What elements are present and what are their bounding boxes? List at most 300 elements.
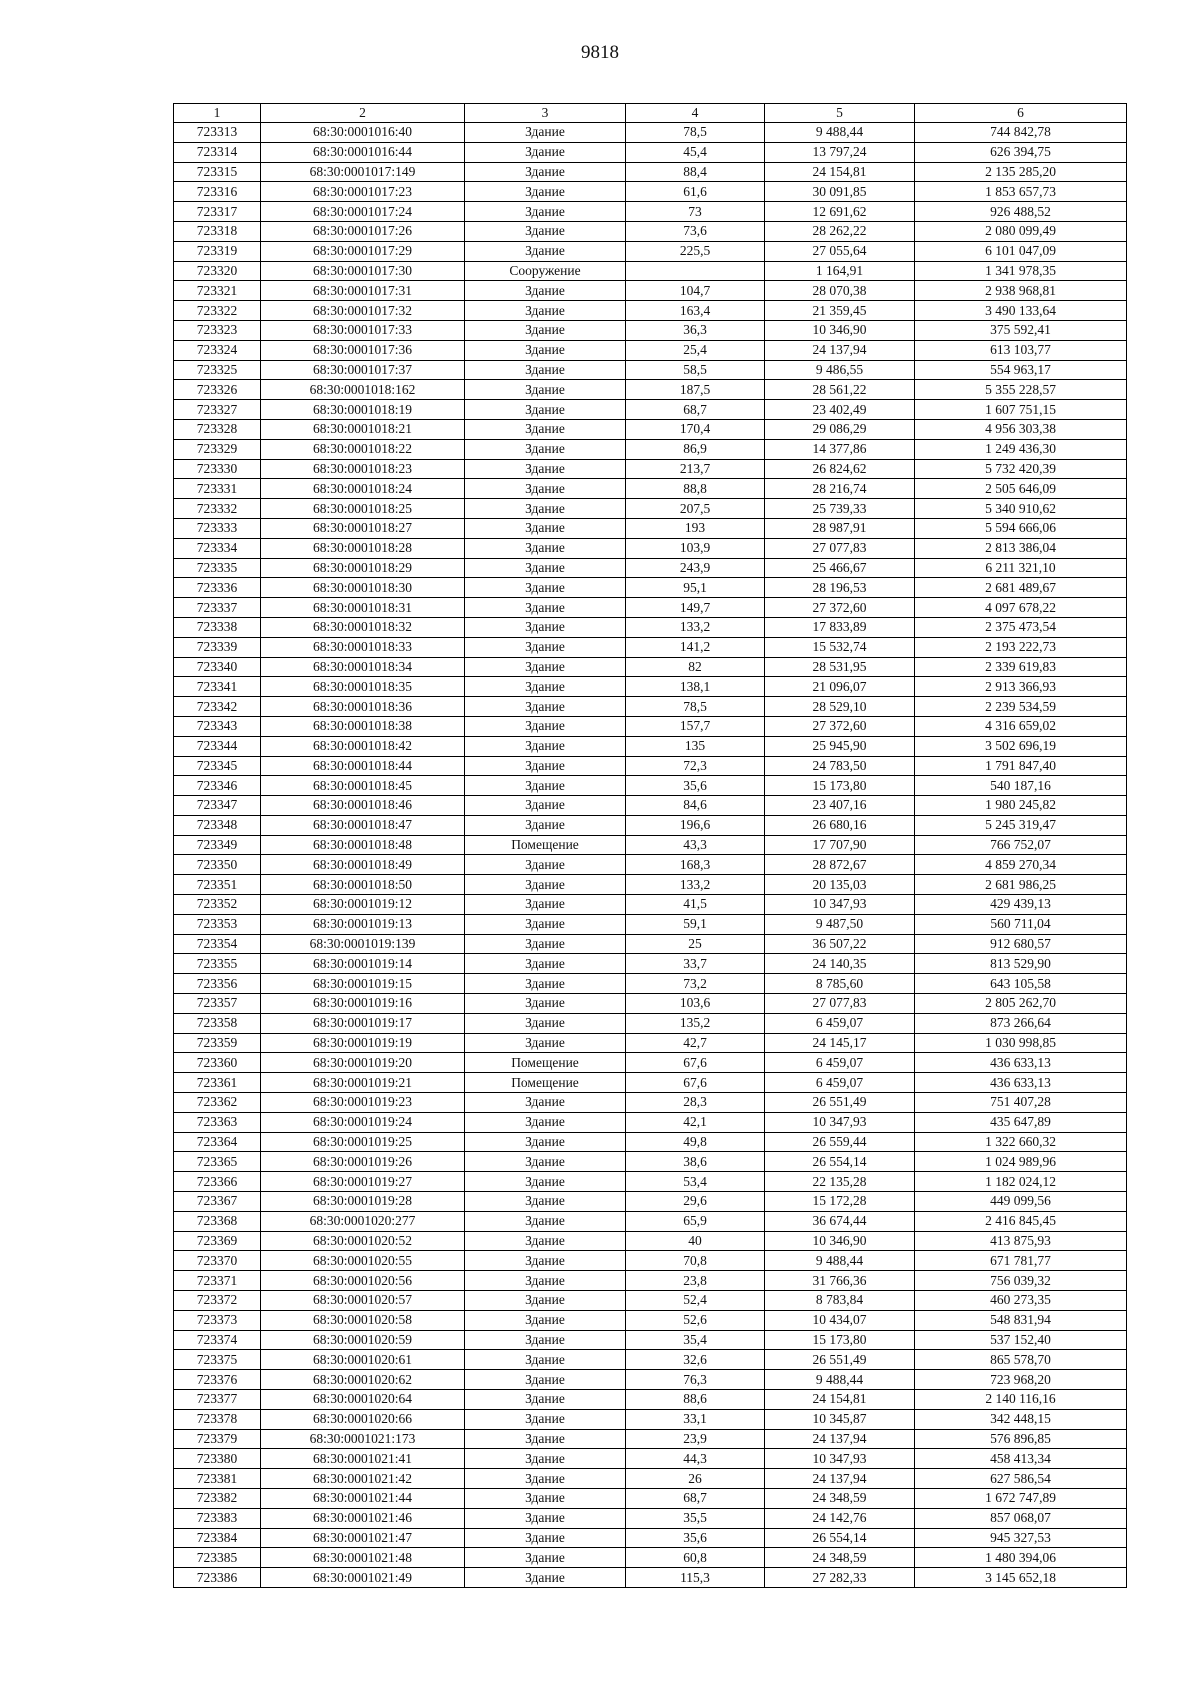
cadastral-number-cell: 68:30:0001017:30 (261, 261, 465, 281)
cadastral-value-cell: 945 327,53 (915, 1528, 1127, 1548)
specific-value-cell: 21 359,45 (765, 301, 915, 321)
specific-value-cell: 24 154,81 (765, 162, 915, 182)
area-cell: 29,6 (626, 1192, 765, 1212)
cadastral-number-cell: 68:30:0001018:48 (261, 835, 465, 855)
object-type-cell: Здание (465, 617, 626, 637)
row-number-cell: 723385 (174, 1548, 261, 1568)
table-row (174, 123, 1127, 143)
specific-value-cell: 25 945,90 (765, 736, 915, 756)
cadastral-value-cell: 627 586,54 (915, 1469, 1127, 1489)
cadastral-number-cell: 68:30:0001017:149 (261, 162, 465, 182)
cadastral-value-cell: 3 502 696,19 (915, 736, 1127, 756)
row-number-cell: 723364 (174, 1132, 261, 1152)
cadastral-value-cell: 1 182 024,12 (915, 1172, 1127, 1192)
object-type-cell: Здание (465, 459, 626, 479)
object-type-cell: Здание (465, 380, 626, 400)
area-cell (626, 261, 765, 281)
area-cell: 33,7 (626, 954, 765, 974)
object-type-cell: Здание (465, 974, 626, 994)
cadastral-value-cell: 2 913 366,93 (915, 677, 1127, 697)
cadastral-number-cell: 68:30:0001019:17 (261, 1013, 465, 1033)
cadastral-value-cell: 643 105,58 (915, 974, 1127, 994)
row-number-cell: 723325 (174, 360, 261, 380)
table-row (174, 855, 1127, 875)
area-cell: 84,6 (626, 796, 765, 816)
cadastral-number-cell: 68:30:0001020:56 (261, 1271, 465, 1291)
cadastral-value-cell: 744 842,78 (915, 123, 1127, 143)
specific-value-cell: 36 674,44 (765, 1211, 915, 1231)
cadastral-number-cell: 68:30:0001017:32 (261, 301, 465, 321)
object-type-cell: Здание (465, 281, 626, 301)
area-cell: 207,5 (626, 499, 765, 519)
object-type-cell: Сооружение (465, 261, 626, 281)
row-number-cell: 723336 (174, 578, 261, 598)
cadastral-value-cell: 2 813 386,04 (915, 538, 1127, 558)
specific-value-cell: 24 348,59 (765, 1488, 915, 1508)
specific-value-cell: 25 739,33 (765, 499, 915, 519)
page-number: 9818 (581, 42, 619, 63)
cadastral-value-cell: 1 322 660,32 (915, 1132, 1127, 1152)
cadastral-value-cell: 2 681 986,25 (915, 875, 1127, 895)
area-cell: 88,4 (626, 162, 765, 182)
specific-value-cell: 28 196,53 (765, 578, 915, 598)
object-type-cell: Здание (465, 1033, 626, 1053)
object-type-cell: Здание (465, 1112, 626, 1132)
area-cell: 35,6 (626, 776, 765, 796)
row-number-cell: 723361 (174, 1073, 261, 1093)
row-number-cell: 723321 (174, 281, 261, 301)
area-cell: 157,7 (626, 716, 765, 736)
cadastral-number-cell: 68:30:0001019:14 (261, 954, 465, 974)
specific-value-cell: 22 135,28 (765, 1172, 915, 1192)
table-row (174, 1330, 1127, 1350)
area-cell: 67,6 (626, 1053, 765, 1073)
cadastral-value-cell: 537 152,40 (915, 1330, 1127, 1350)
cadastral-number-cell: 68:30:0001019:25 (261, 1132, 465, 1152)
area-cell: 59,1 (626, 914, 765, 934)
area-cell: 42,1 (626, 1112, 765, 1132)
area-cell: 25 (626, 934, 765, 954)
row-number-cell: 723346 (174, 776, 261, 796)
object-type-cell: Здание (465, 954, 626, 974)
cadastral-value-cell: 1 791 847,40 (915, 756, 1127, 776)
object-type-cell: Здание (465, 1132, 626, 1152)
table-row (174, 518, 1127, 538)
area-cell: 23,9 (626, 1429, 765, 1449)
table-row (174, 558, 1127, 578)
cadastral-value-cell: 2 505 646,09 (915, 479, 1127, 499)
specific-value-cell: 21 096,07 (765, 677, 915, 697)
row-number-cell: 723335 (174, 558, 261, 578)
specific-value-cell: 12 691,62 (765, 202, 915, 222)
specific-value-cell: 6 459,07 (765, 1013, 915, 1033)
object-type-cell: Здание (465, 439, 626, 459)
row-number-cell: 723339 (174, 637, 261, 657)
cadastral-value-cell: 342 448,15 (915, 1409, 1127, 1429)
cadastral-value-cell: 766 752,07 (915, 835, 1127, 855)
table-row (174, 1508, 1127, 1528)
specific-value-cell: 26 554,14 (765, 1528, 915, 1548)
table-row (174, 499, 1127, 519)
cadastral-number-cell: 68:30:0001020:59 (261, 1330, 465, 1350)
specific-value-cell: 13 797,24 (765, 142, 915, 162)
row-number-cell: 723377 (174, 1390, 261, 1410)
table-row (174, 835, 1127, 855)
cadastral-value-cell: 1 853 657,73 (915, 182, 1127, 202)
table-body (174, 123, 1127, 1588)
specific-value-cell: 24 348,59 (765, 1548, 915, 1568)
cadastral-number-cell: 68:30:0001021:46 (261, 1508, 465, 1528)
object-type-cell: Помещение (465, 1053, 626, 1073)
area-cell: 86,9 (626, 439, 765, 459)
row-number-cell: 723376 (174, 1370, 261, 1390)
table-row (174, 1093, 1127, 1113)
object-type-cell: Здание (465, 875, 626, 895)
specific-value-cell: 26 551,49 (765, 1350, 915, 1370)
specific-value-cell: 24 137,94 (765, 1469, 915, 1489)
table-row (174, 1370, 1127, 1390)
area-cell: 82 (626, 657, 765, 677)
cadastral-value-cell: 2 135 285,20 (915, 162, 1127, 182)
specific-value-cell: 28 216,74 (765, 479, 915, 499)
row-number-cell: 723326 (174, 380, 261, 400)
cadastral-value-cell: 671 781,77 (915, 1251, 1127, 1271)
cadastral-value-cell: 6 101 047,09 (915, 241, 1127, 261)
row-number-cell: 723360 (174, 1053, 261, 1073)
object-type-cell: Здание (465, 716, 626, 736)
specific-value-cell: 27 055,64 (765, 241, 915, 261)
row-number-cell: 723370 (174, 1251, 261, 1271)
area-cell: 225,5 (626, 241, 765, 261)
specific-value-cell: 28 529,10 (765, 697, 915, 717)
specific-value-cell: 23 407,16 (765, 796, 915, 816)
specific-value-cell: 26 551,49 (765, 1093, 915, 1113)
cadastral-value-cell: 1 249 436,30 (915, 439, 1127, 459)
specific-value-cell: 27 077,83 (765, 994, 915, 1014)
table-row (174, 1231, 1127, 1251)
area-cell: 78,5 (626, 697, 765, 717)
table-row (174, 400, 1127, 420)
cadastral-value-cell: 1 030 998,85 (915, 1033, 1127, 1053)
cadastral-value-cell: 626 394,75 (915, 142, 1127, 162)
object-type-cell: Здание (465, 1488, 626, 1508)
cadastral-number-cell: 68:30:0001018:32 (261, 617, 465, 637)
table-row (174, 974, 1127, 994)
cadastral-number-cell: 68:30:0001018:45 (261, 776, 465, 796)
table-row (174, 1073, 1127, 1093)
row-number-cell: 723350 (174, 855, 261, 875)
object-type-cell: Здание (465, 1449, 626, 1469)
cadastral-number-cell: 68:30:0001019:23 (261, 1093, 465, 1113)
object-type-cell: Здание (465, 637, 626, 657)
table-row (174, 875, 1127, 895)
specific-value-cell: 10 346,90 (765, 320, 915, 340)
cadastral-number-cell: 68:30:0001017:36 (261, 340, 465, 360)
column-header-6: 6 (915, 104, 1127, 123)
table-row (174, 221, 1127, 241)
row-number-cell: 723341 (174, 677, 261, 697)
cadastral-value-cell: 5 340 910,62 (915, 499, 1127, 519)
row-number-cell: 723342 (174, 697, 261, 717)
specific-value-cell: 10 347,93 (765, 1449, 915, 1469)
table-row (174, 994, 1127, 1014)
specific-value-cell: 27 372,60 (765, 716, 915, 736)
specific-value-cell: 9 488,44 (765, 1370, 915, 1390)
cadastral-number-cell: 68:30:0001018:23 (261, 459, 465, 479)
row-number-cell: 723330 (174, 459, 261, 479)
cadastral-number-cell: 68:30:0001018:49 (261, 855, 465, 875)
row-number-cell: 723351 (174, 875, 261, 895)
area-cell: 25,4 (626, 340, 765, 360)
cadastral-number-cell: 68:30:0001021:48 (261, 1548, 465, 1568)
table-row (174, 895, 1127, 915)
cadastral-value-cell: 3 490 133,64 (915, 301, 1127, 321)
cadastral-number-cell: 68:30:0001018:35 (261, 677, 465, 697)
cadastral-value-cell: 2 805 262,70 (915, 994, 1127, 1014)
area-cell: 170,4 (626, 419, 765, 439)
cadastral-value-cell: 751 407,28 (915, 1093, 1127, 1113)
table-row (174, 479, 1127, 499)
cadastral-value-cell: 723 968,20 (915, 1370, 1127, 1390)
area-cell: 70,8 (626, 1251, 765, 1271)
specific-value-cell: 20 135,03 (765, 875, 915, 895)
area-cell: 104,7 (626, 281, 765, 301)
row-number-cell: 723371 (174, 1271, 261, 1291)
cadastral-number-cell: 68:30:0001017:24 (261, 202, 465, 222)
cadastral-number-cell: 68:30:0001018:162 (261, 380, 465, 400)
table-row (174, 1488, 1127, 1508)
object-type-cell: Здание (465, 994, 626, 1014)
specific-value-cell: 9 486,55 (765, 360, 915, 380)
area-cell: 49,8 (626, 1132, 765, 1152)
row-number-cell: 723378 (174, 1409, 261, 1429)
area-cell: 43,3 (626, 835, 765, 855)
specific-value-cell: 10 347,93 (765, 895, 915, 915)
specific-value-cell: 26 680,16 (765, 815, 915, 835)
row-number-cell: 723317 (174, 202, 261, 222)
cadastral-value-cell: 576 896,85 (915, 1429, 1127, 1449)
specific-value-cell: 29 086,29 (765, 419, 915, 439)
area-cell: 243,9 (626, 558, 765, 578)
cadastral-value-cell: 5 732 420,39 (915, 459, 1127, 479)
row-number-cell: 723372 (174, 1291, 261, 1311)
object-type-cell: Здание (465, 1172, 626, 1192)
table-row (174, 1112, 1127, 1132)
specific-value-cell: 28 531,95 (765, 657, 915, 677)
object-type-cell: Здание (465, 320, 626, 340)
area-cell: 52,6 (626, 1310, 765, 1330)
cadastral-number-cell: 68:30:0001020:58 (261, 1310, 465, 1330)
row-number-cell: 723334 (174, 538, 261, 558)
row-number-cell: 723352 (174, 895, 261, 915)
cadastral-number-cell: 68:30:0001019:13 (261, 914, 465, 934)
cadastral-number-cell: 68:30:0001017:26 (261, 221, 465, 241)
table-row (174, 1568, 1127, 1588)
object-type-cell: Здание (465, 1093, 626, 1113)
row-number-cell: 723327 (174, 400, 261, 420)
area-cell: 115,3 (626, 1568, 765, 1588)
table-row (174, 1033, 1127, 1053)
object-type-cell: Здание (465, 479, 626, 499)
specific-value-cell: 9 487,50 (765, 914, 915, 934)
area-cell: 168,3 (626, 855, 765, 875)
row-number-cell: 723318 (174, 221, 261, 241)
cadastral-number-cell: 68:30:0001020:64 (261, 1390, 465, 1410)
cadastral-value-cell: 1 341 978,35 (915, 261, 1127, 281)
row-number-cell: 723362 (174, 1093, 261, 1113)
cadastral-value-cell: 2 080 099,49 (915, 221, 1127, 241)
cadastral-value-cell: 5 355 228,57 (915, 380, 1127, 400)
cadastral-value-cell: 2 140 116,16 (915, 1390, 1127, 1410)
cadastral-number-cell: 68:30:0001019:28 (261, 1192, 465, 1212)
cadastral-number-cell: 68:30:0001019:12 (261, 895, 465, 915)
cadastral-value-cell: 2 416 845,45 (915, 1211, 1127, 1231)
object-type-cell: Здание (465, 1251, 626, 1271)
area-cell: 73,6 (626, 221, 765, 241)
area-cell: 58,5 (626, 360, 765, 380)
registry-table (173, 103, 1127, 1588)
table-row (174, 241, 1127, 261)
object-type-cell: Здание (465, 142, 626, 162)
cadastral-value-cell: 4 097 678,22 (915, 598, 1127, 618)
cadastral-number-cell: 68:30:0001018:21 (261, 419, 465, 439)
cadastral-number-cell: 68:30:0001018:19 (261, 400, 465, 420)
specific-value-cell: 8 783,84 (765, 1291, 915, 1311)
table-row (174, 419, 1127, 439)
row-number-cell: 723313 (174, 123, 261, 143)
cadastral-value-cell: 613 103,77 (915, 340, 1127, 360)
specific-value-cell: 24 137,94 (765, 340, 915, 360)
object-type-cell: Здание (465, 895, 626, 915)
specific-value-cell: 6 459,07 (765, 1073, 915, 1093)
area-cell: 73,2 (626, 974, 765, 994)
area-cell: 35,5 (626, 1508, 765, 1528)
specific-value-cell: 31 766,36 (765, 1271, 915, 1291)
cadastral-value-cell: 436 633,13 (915, 1053, 1127, 1073)
specific-value-cell: 23 402,49 (765, 400, 915, 420)
cadastral-number-cell: 68:30:0001019:26 (261, 1152, 465, 1172)
cadastral-number-cell: 68:30:0001019:21 (261, 1073, 465, 1093)
row-number-cell: 723384 (174, 1528, 261, 1548)
area-cell: 26 (626, 1469, 765, 1489)
table-row (174, 1211, 1127, 1231)
object-type-cell: Здание (465, 1013, 626, 1033)
object-type-cell: Здание (465, 1291, 626, 1311)
cadastral-value-cell: 926 488,52 (915, 202, 1127, 222)
table-row (174, 439, 1127, 459)
cadastral-number-cell: 68:30:0001018:34 (261, 657, 465, 677)
object-type-cell: Помещение (465, 835, 626, 855)
object-type-cell: Здание (465, 1508, 626, 1528)
area-cell: 53,4 (626, 1172, 765, 1192)
row-number-cell: 723386 (174, 1568, 261, 1588)
specific-value-cell: 17 833,89 (765, 617, 915, 637)
cadastral-number-cell: 68:30:0001020:57 (261, 1291, 465, 1311)
cadastral-number-cell: 68:30:0001019:24 (261, 1112, 465, 1132)
specific-value-cell: 10 434,07 (765, 1310, 915, 1330)
cadastral-number-cell: 68:30:0001018:29 (261, 558, 465, 578)
object-type-cell: Здание (465, 400, 626, 420)
specific-value-cell: 24 140,35 (765, 954, 915, 974)
specific-value-cell: 15 173,80 (765, 1330, 915, 1350)
table-row (174, 1429, 1127, 1449)
cadastral-value-cell: 2 193 222,73 (915, 637, 1127, 657)
table-row (174, 796, 1127, 816)
specific-value-cell: 27 282,33 (765, 1568, 915, 1588)
cadastral-number-cell: 68:30:0001017:23 (261, 182, 465, 202)
area-cell: 193 (626, 518, 765, 538)
specific-value-cell: 8 785,60 (765, 974, 915, 994)
cadastral-number-cell: 68:30:0001019:16 (261, 994, 465, 1014)
object-type-cell: Здание (465, 697, 626, 717)
table-row (174, 320, 1127, 340)
area-cell: 36,3 (626, 320, 765, 340)
cadastral-number-cell: 68:30:0001018:50 (261, 875, 465, 895)
row-number-cell: 723365 (174, 1152, 261, 1172)
area-cell: 28,3 (626, 1093, 765, 1113)
cadastral-value-cell: 4 316 659,02 (915, 716, 1127, 736)
specific-value-cell: 24 145,17 (765, 1033, 915, 1053)
cadastral-value-cell: 413 875,93 (915, 1231, 1127, 1251)
cadastral-number-cell: 68:30:0001018:27 (261, 518, 465, 538)
area-cell: 141,2 (626, 637, 765, 657)
cadastral-number-cell: 68:30:0001017:37 (261, 360, 465, 380)
cadastral-number-cell: 68:30:0001017:31 (261, 281, 465, 301)
cadastral-value-cell: 554 963,17 (915, 360, 1127, 380)
specific-value-cell: 15 172,28 (765, 1192, 915, 1212)
object-type-cell: Здание (465, 934, 626, 954)
specific-value-cell: 28 872,67 (765, 855, 915, 875)
area-cell: 35,6 (626, 1528, 765, 1548)
cadastral-number-cell: 68:30:0001018:25 (261, 499, 465, 519)
cadastral-number-cell: 68:30:0001019:15 (261, 974, 465, 994)
object-type-cell: Здание (465, 756, 626, 776)
column-header-3: 3 (465, 104, 626, 123)
cadastral-value-cell: 3 145 652,18 (915, 1568, 1127, 1588)
area-cell: 52,4 (626, 1291, 765, 1311)
table-row (174, 756, 1127, 776)
specific-value-cell: 28 561,22 (765, 380, 915, 400)
cadastral-value-cell: 458 413,34 (915, 1449, 1127, 1469)
cadastral-number-cell: 68:30:0001019:20 (261, 1053, 465, 1073)
column-header-1: 1 (174, 104, 261, 123)
table-row (174, 934, 1127, 954)
row-number-cell: 723347 (174, 796, 261, 816)
cadastral-number-cell: 68:30:0001020:55 (261, 1251, 465, 1271)
area-cell: 38,6 (626, 1152, 765, 1172)
row-number-cell: 723363 (174, 1112, 261, 1132)
cadastral-value-cell: 1 024 989,96 (915, 1152, 1127, 1172)
area-cell: 88,6 (626, 1390, 765, 1410)
cadastral-number-cell: 68:30:0001020:52 (261, 1231, 465, 1251)
row-number-cell: 723380 (174, 1449, 261, 1469)
specific-value-cell: 26 554,14 (765, 1152, 915, 1172)
table-row (174, 1251, 1127, 1271)
row-number-cell: 723353 (174, 914, 261, 934)
area-cell: 32,6 (626, 1350, 765, 1370)
object-type-cell: Здание (465, 1390, 626, 1410)
cadastral-number-cell: 68:30:0001018:44 (261, 756, 465, 776)
row-number-cell: 723379 (174, 1429, 261, 1449)
specific-value-cell: 24 142,76 (765, 1508, 915, 1528)
cadastral-value-cell: 756 039,32 (915, 1271, 1127, 1291)
area-cell: 68,7 (626, 400, 765, 420)
specific-value-cell: 9 488,44 (765, 123, 915, 143)
cadastral-number-cell: 68:30:0001018:31 (261, 598, 465, 618)
cadastral-value-cell: 813 529,90 (915, 954, 1127, 974)
cadastral-value-cell: 548 831,94 (915, 1310, 1127, 1330)
table-row (174, 360, 1127, 380)
